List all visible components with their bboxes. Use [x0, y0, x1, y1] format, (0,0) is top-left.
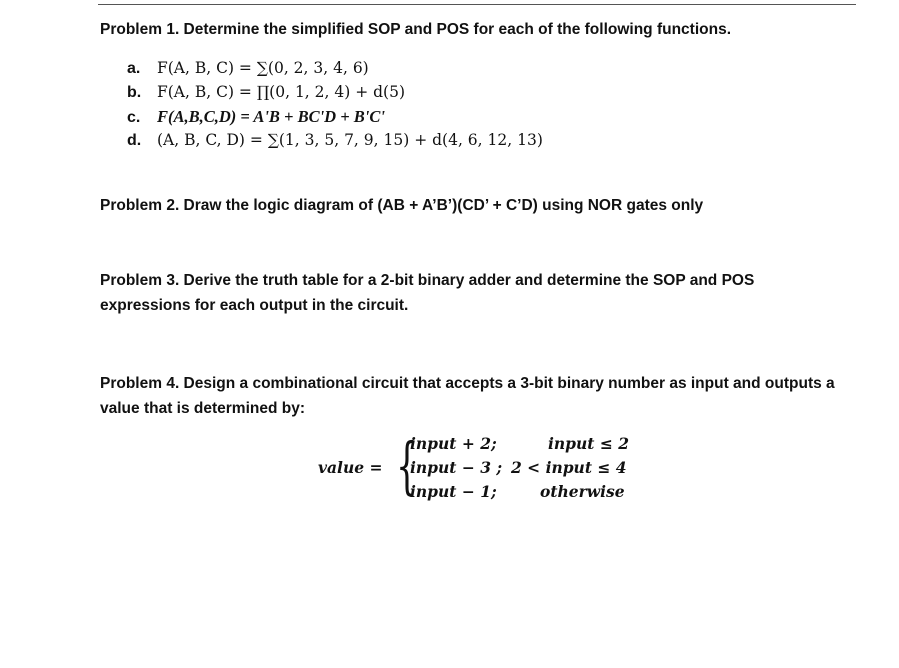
item-label: a.	[127, 60, 141, 77]
problem-1-item-c	[127, 106, 385, 128]
top-rule	[98, 4, 856, 5]
item-label: c.	[127, 109, 141, 126]
case-2-condition: 2 < input ≤ 4	[511, 458, 627, 477]
value-label: value =	[318, 458, 383, 477]
case-3-expression: input − 1;	[410, 482, 497, 501]
problem-1-item-a	[127, 58, 369, 79]
item-expression: (A, B, C, D) = ∑(1, 3, 5, 7, 9, 15) + d(4, 6, 12, 13)	[157, 131, 543, 149]
problem-3-heading: Problem 3. Derive the truth table for a 2-bit binary adder and determine the SOP and POS expressions for each output in the circuit.	[100, 272, 755, 314]
item-expression: F(A,B,C,D) = A'B + BC'D + B'C'	[157, 107, 385, 126]
case-1-expression: input + 2;	[410, 434, 497, 453]
case-3-condition: otherwise	[540, 482, 625, 501]
left-brace: {	[396, 429, 418, 502]
case-1-condition: input ≤ 2	[548, 434, 629, 453]
item-label: b.	[127, 84, 142, 101]
item-label: d.	[127, 132, 142, 149]
item-expression: F(A, B, C) = ∏(0, 1, 2, 4) + d(5)	[157, 83, 405, 101]
problem-4-heading: Problem 4. Design a combinational circuit that accepts a 3-bit binary number as input and outputs a value that is determined by:	[100, 375, 835, 417]
item-expression: F(A, B, C) = ∑(0, 2, 3, 4, 6)	[157, 59, 369, 77]
problem-1-item-d	[127, 130, 543, 151]
problem-1-item-b	[127, 82, 405, 103]
problem-2-heading: Problem 2. Draw the logic diagram of (AB + A’B’)(CD’ + C’D) using NOR gates only	[100, 197, 704, 214]
case-2-expression: input − 3 ;	[410, 458, 503, 477]
problem-1-heading: Problem 1. Determine the simplified SOP and POS for each of the following functions.	[100, 21, 731, 38]
